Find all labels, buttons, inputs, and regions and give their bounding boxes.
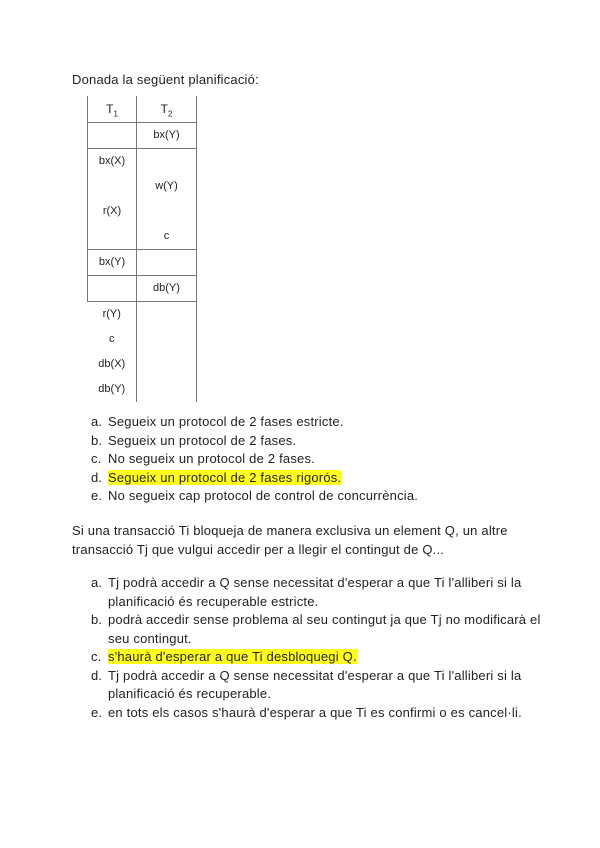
option-text: No segueix cap protocol de control de concurrència. (108, 488, 419, 503)
option-d[interactable]: d. Segueix un protocol de 2 fases rigorós. (91, 469, 342, 485)
t1-cell (88, 123, 137, 149)
t2-cell (137, 250, 197, 276)
option-text: Tj podrà accedir a Q sense necessitat d'esperar a que Ti l'alliberi si la planificació és recuperable. (108, 667, 522, 701)
option-text: Segueix un protocol de 2 fases estricte. (108, 414, 344, 429)
option-b[interactable]: b. Segueix un protocol de 2 fases. (91, 432, 297, 448)
option-text: Segueix un protocol de 2 fases. (108, 432, 297, 448)
option-d[interactable]: d. Tj podrà accedir a Q sense necessitat d'esperar a que Ti l'alliberi si la planificació és recuperable. (91, 667, 522, 701)
t1-cell: r(Y) c db(X) db(Y) (88, 302, 137, 403)
t2-cell (137, 302, 197, 403)
option-c[interactable]: c. s'haurà d'esperar a que Ti desbloquegi Q. (91, 649, 357, 664)
header-t1: $T_1$ (88, 96, 137, 123)
option-text-highlighted: s'haurà d'esperar a que Ti desbloquegi Q. (108, 649, 357, 664)
question2-options (91, 574, 548, 722)
t2-cell: bx(Y) (137, 123, 197, 149)
table-row (88, 302, 197, 403)
t1-cell: bx(X) r(X) (88, 149, 137, 250)
table-row (88, 149, 197, 250)
question1-options (91, 413, 548, 506)
question2-intro: Si una transacció Ti bloqueja de manera exclusiva un element Q, un altre transacció Tj que vulgui accedir per a llegir el contingut de Q... (72, 523, 508, 557)
t1-cell (88, 276, 137, 302)
option-a[interactable]: a. Tj podrà accedir a Q sense necessitat d'esperar a que Ti l'alliberi si la planificació és recuperable estricte. (91, 575, 522, 609)
option-text: No segueix un protocol de 2 fases. (108, 451, 315, 466)
t1-cell: bx(Y) (88, 250, 137, 276)
t2-cell: w(Y) c (137, 149, 197, 250)
option-b[interactable]: b. podrà accedir sense problema al seu contingut ja que Tj no modificarà el seu contingut. (91, 612, 541, 646)
option-text-highlighted: Segueix un protocol de 2 fases rigorós. (108, 469, 342, 485)
table-row (88, 123, 197, 149)
table-header-row (88, 96, 197, 123)
option-a[interactable]: a. Segueix un protocol de 2 fases estricte. (91, 414, 344, 429)
option-text: Tj podrà accedir a Q sense necessitat d'esperar a que Ti l'alliberi si la planificació és recuperable estricte. (108, 575, 522, 609)
option-text: podrà accedir sense problema al seu contingut ja que Tj no modificarà el seu contingut. (108, 612, 541, 646)
table-row (88, 250, 197, 276)
header-t2: $T_2$ (137, 96, 197, 123)
option-text: en tots els casos s'haurà d'esperar a que Ti es confirmi o es cancel·li. (108, 704, 522, 720)
question1-intro: Donada la següent planificació: (72, 72, 259, 87)
schedule-table (87, 96, 197, 402)
table-row (88, 276, 197, 302)
t2-cell: db(Y) (137, 276, 197, 302)
option-e[interactable]: e. en tots els casos s'haurà d'esperar a que Ti es confirmi o es cancel·li. (91, 704, 522, 720)
option-c[interactable]: c. No segueix un protocol de 2 fases. (91, 451, 315, 466)
option-e[interactable]: e. No segueix cap protocol de control de concurrència. (91, 488, 419, 503)
